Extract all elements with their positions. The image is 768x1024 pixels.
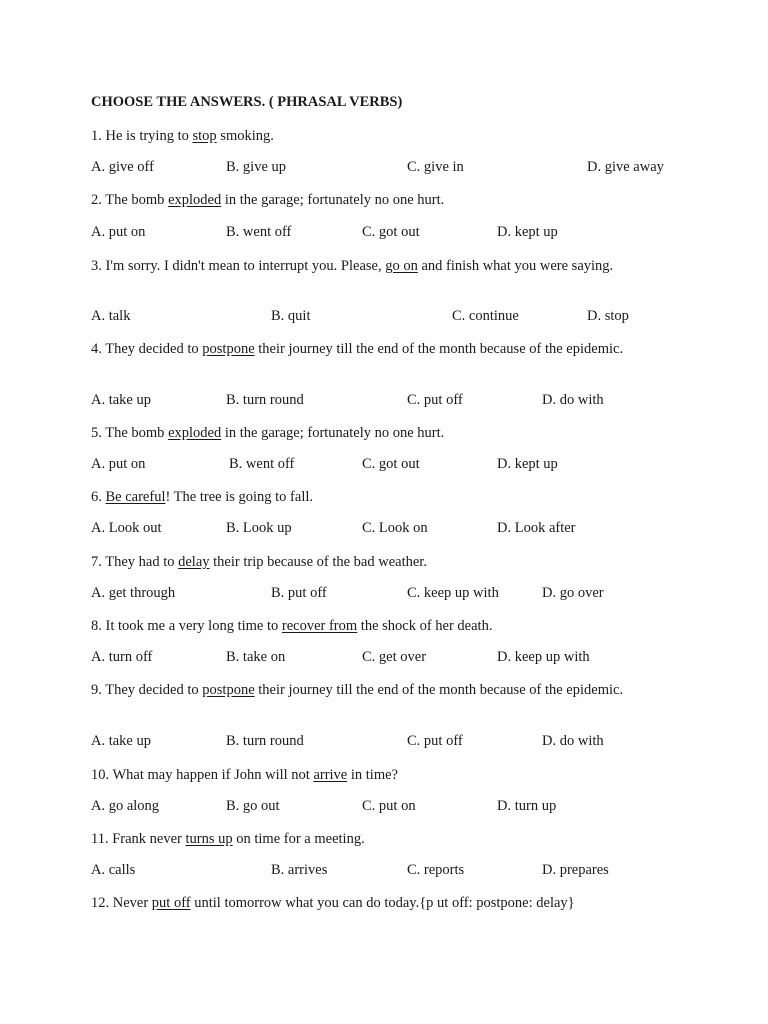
answer-option-b: B. put off: [271, 585, 327, 601]
question-text: 1. He is trying to: [91, 128, 193, 144]
question-text: 3. I'm sorry. I didn't mean to interrupt you. Please,: [91, 258, 386, 274]
answer-option-c: C. give in: [407, 159, 464, 175]
question-text: ! The tree is going to fall.: [165, 489, 313, 505]
question-9: [91, 681, 651, 700]
question-text: 10. What may happen if John will not: [91, 767, 314, 783]
answer-option-b: B. give up: [226, 159, 287, 175]
question-text: in time?: [347, 767, 398, 783]
answer-option-a: A. calls: [91, 862, 136, 878]
answer-option-c: C. put off: [407, 733, 463, 749]
question-text: 4. They decided to: [91, 341, 203, 357]
question-text: 9. They decided to: [91, 682, 203, 698]
answer-option-a: A. put on: [91, 456, 146, 472]
answer-option-c: C. got out: [362, 224, 420, 240]
underlined-phrase: postpone: [202, 682, 255, 698]
question-text: their journey till the end of the month because of the epidemic.: [254, 341, 624, 357]
answer-option-d: D. kept up: [497, 456, 558, 472]
answer-option-a: A. put on: [91, 224, 146, 240]
answer-option-b: B. take on: [226, 649, 286, 665]
question-10: [91, 766, 651, 785]
answer-option-d: D. keep up with: [497, 649, 590, 665]
underlined-phrase: arrive: [313, 767, 348, 783]
underlined-phrase: put off: [151, 895, 191, 911]
answer-option-c: C. keep up with: [407, 585, 499, 601]
question-text: smoking.: [216, 128, 274, 144]
question-5: [91, 424, 651, 443]
underlined-phrase: delay: [178, 554, 210, 570]
answer-option-b: B. arrives: [271, 862, 328, 878]
answer-option-c: C. get over: [362, 649, 427, 665]
question-text: 12. Never: [91, 895, 152, 911]
answer-option-a: A. take up: [91, 733, 151, 749]
answer-option-a: A. take up: [91, 392, 151, 408]
answer-option-b: B. turn round: [226, 392, 304, 408]
answer-option-a: A. give off: [91, 159, 154, 175]
underlined-phrase: recover from: [281, 618, 358, 634]
answer-option-b: B. Look up: [226, 520, 292, 536]
question-text: 2. The bomb: [91, 192, 169, 208]
question-text: 7. They had to: [91, 554, 179, 570]
question-4: [91, 340, 651, 359]
answer-option-a: A. turn off: [91, 649, 153, 665]
answer-option-d: D. stop: [587, 308, 629, 324]
answer-option-d: D. go over: [542, 585, 604, 601]
answer-option-c: C. got out: [362, 456, 420, 472]
answer-option-c: C. put off: [407, 392, 463, 408]
underlined-phrase: exploded: [168, 425, 222, 441]
question-7: [91, 553, 651, 572]
answer-option-a: A. Look out: [91, 520, 162, 536]
answer-option-d: D. do with: [542, 392, 604, 408]
answer-option-b: B. went off: [226, 224, 292, 240]
question-text: until tomorrow what you can do today.{p ut off: postpone: delay}: [190, 895, 575, 911]
question-text: 6.: [91, 489, 106, 505]
answer-option-c: C. reports: [407, 862, 465, 878]
question-text: their trip because of the bad weather.: [209, 554, 427, 570]
question-text: 11. Frank never: [91, 831, 186, 847]
question-2: [91, 191, 651, 210]
question-12: [91, 894, 651, 913]
question-3: [91, 257, 651, 276]
answer-option-b: B. quit: [271, 308, 311, 324]
answer-option-d: D. prepares: [542, 862, 609, 878]
answer-option-d: D. kept up: [497, 224, 558, 240]
underlined-phrase: Be careful: [105, 489, 166, 505]
answer-option-d: D. turn up: [497, 798, 557, 814]
underlined-phrase: go on: [385, 258, 418, 274]
answer-option-a: A. go along: [91, 798, 160, 814]
answer-option-d: D. Look after: [497, 520, 576, 536]
question-6: [91, 488, 651, 507]
answer-option-a: A. get through: [91, 585, 176, 601]
answer-option-c: C. put on: [362, 798, 416, 814]
answer-option-b: B. go out: [226, 798, 280, 814]
question-text: the shock of her death.: [357, 618, 493, 634]
question-8: [91, 617, 651, 636]
worksheet-title: CHOOSE THE ANSWERS. ( PHRASAL VERBS): [91, 94, 403, 110]
question-11: [91, 830, 651, 849]
question-text: in the garage; fortunately no one hurt.: [221, 425, 445, 441]
question-text: their journey till the end of the month because of the epidemic.: [254, 682, 624, 698]
question-text: 8. It took me a very long time to: [91, 618, 282, 634]
answer-option-d: D. give away: [587, 159, 664, 175]
answer-option-b: B. went off: [229, 456, 295, 472]
question-1: [91, 127, 651, 146]
answer-option-b: B. turn round: [226, 733, 304, 749]
question-text: on time for a meeting.: [232, 831, 365, 847]
underlined-phrase: turns up: [185, 831, 233, 847]
answer-option-a: A. talk: [91, 308, 131, 324]
underlined-phrase: postpone: [202, 341, 255, 357]
underlined-phrase: stop: [192, 128, 217, 144]
question-text: 5. The bomb: [91, 425, 169, 441]
answer-option-c: C. Look on: [362, 520, 428, 536]
question-text: in the garage; fortunately no one hurt.: [221, 192, 445, 208]
answer-option-d: D. do with: [542, 733, 604, 749]
answer-option-c: C. continue: [452, 308, 519, 324]
underlined-phrase: exploded: [168, 192, 222, 208]
question-text: and finish what you were saying.: [417, 258, 614, 274]
